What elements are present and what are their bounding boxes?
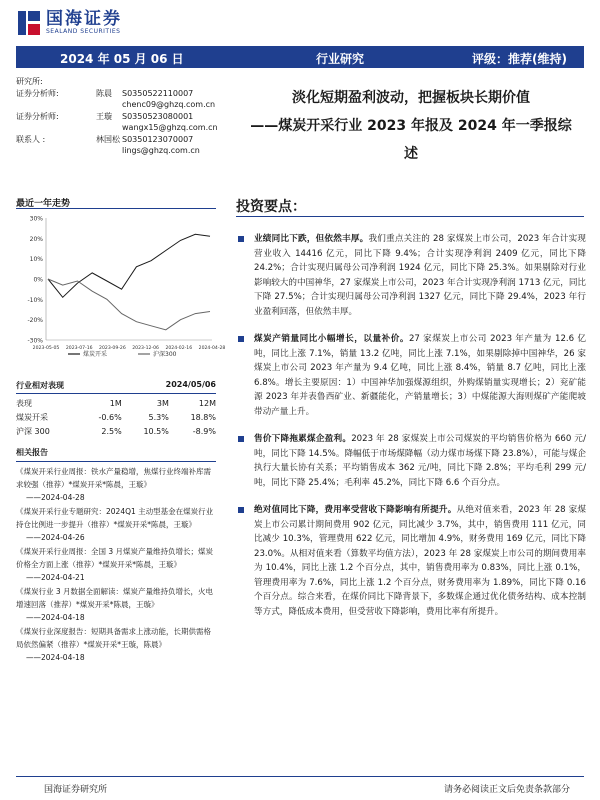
col-header: 表现: [16, 398, 32, 408]
analyst-name: [96, 145, 122, 157]
analyst-row: [16, 145, 224, 157]
logo-text: [46, 10, 122, 36]
table-row: [16, 410, 216, 424]
point-text: 27 家煤炭上市公司 2023 年产量为 12.6 亿吨，同比上涨 7.1%，销量 13.2 亿吨，同比上涨 7.1%，如果剔除掉中国神华，26 家煤炭上市公司 2023 年产量为 9.4 亿吨，同比上涨 8.4%，销量 8.7 亿吨，同比上涨 6.8%。增长主要原因：1）中国神华加强煤源组织，外购煤销量实现增长；2）兖矿能源 2023 年并表鲁西矿业、新疆能化，产销量增长；3）中煤能源大海则煤矿产能爬坡带动产量上升。: [254, 334, 586, 417]
y-tick-label: 10%: [29, 256, 43, 264]
table-cell: 18.8%: [190, 412, 216, 422]
report-link[interactable]: [16, 505, 216, 544]
report-link[interactable]: [16, 625, 216, 664]
analyst-row: [16, 134, 224, 146]
report-date-text: ——2024-04-26: [26, 533, 85, 542]
x-tick-label: 2023-09-26: [99, 346, 126, 351]
analyst-name: 王璇: [96, 111, 112, 121]
series-line-hs300: [48, 279, 210, 330]
analyst-role: 证券分析师:: [16, 111, 59, 121]
table-cell: 10.5%: [143, 426, 169, 436]
report-date-text: ——2024-04-18: [26, 613, 85, 622]
col-header: 3M: [156, 398, 169, 408]
analyst-email[interactable]: wangx15@ghzq.com.cn: [122, 123, 218, 132]
highlights-divider: [236, 216, 584, 217]
related-reports: [16, 446, 216, 665]
square-bullet-icon: [238, 236, 244, 242]
highlights-list: [236, 232, 586, 632]
analyst-role: [16, 122, 96, 134]
square-bullet-icon: [238, 507, 244, 513]
point-text: 2023 年 28 家煤炭上市公司煤炭的平均销售价格为 660 元/吨，同比下降 14.5%。降幅低于市场煤降幅（动力煤市场煤下降 23.8%），可能与煤企执行大量长协有关系；平均销售成本 362 元/吨，同比下降 2.8%；平均毛利 299 元/吨，同比下降 25.4%；毛利率 45.2%，同比下降 6.6 个百分点。: [254, 434, 586, 488]
report-link[interactable]: [16, 545, 216, 584]
analyst-role: [16, 145, 96, 157]
table-cell: -0.6%: [98, 412, 122, 422]
logo-en: SEALAND SECURITIES: [46, 28, 121, 35]
x-tick-label: 2023-07-16: [65, 346, 93, 351]
analyst-role: [16, 99, 96, 111]
footer-disclaimer: 请务必阅读正文后免责条款部分: [444, 785, 571, 795]
x-tick-label: 2024-04-28: [198, 346, 226, 351]
report-type: 行业研究: [316, 52, 365, 66]
analyst-id: S0350523080001: [122, 111, 194, 121]
point-lead: 业绩同比下跌，但依然丰厚。: [254, 234, 369, 244]
report-date-text: ——2024-04-18: [26, 653, 85, 662]
x-tick-label: 2023-05-05: [32, 346, 60, 351]
analyst-name: [96, 122, 122, 134]
analyst-heading: 研究所:: [16, 77, 43, 86]
series-line-coal: [48, 234, 210, 297]
report-title: [236, 84, 586, 168]
analyst-block: [16, 76, 224, 157]
analyst-name: 陈晨: [96, 88, 112, 98]
y-tick-label: 0%: [33, 276, 43, 284]
footer-left: 国海证券研究所: [44, 785, 108, 795]
title-line: 淡化短期盈利波动，把握板块长期价值: [292, 90, 530, 106]
analyst-name: [96, 99, 122, 111]
point-lead: 煤炭产销量同比小幅增长，以量补价。: [254, 334, 409, 344]
legend-label: 煤炭开采: [83, 351, 108, 358]
logo-cn: 国海证券: [46, 9, 122, 29]
table-row: [16, 424, 216, 438]
point-lead: 售价下降拖累煤企盈利。: [254, 434, 352, 444]
highlight-point: [236, 432, 586, 490]
report-date-text: ——2024-04-28: [26, 493, 85, 502]
y-tick-label: -30%: [27, 337, 43, 345]
table-cell: 5.3%: [148, 412, 169, 422]
performance-date: 2024/05/06: [165, 380, 216, 389]
point-lead: 绝对值同比下降，费用率受营收下降影响有所提升。: [254, 505, 457, 515]
y-tick-label: -20%: [27, 317, 43, 325]
performance-columns: [16, 396, 216, 410]
analyst-row: [16, 99, 224, 111]
y-tick-label: 30%: [29, 215, 43, 223]
report-date-text: ——2024-04-21: [26, 573, 85, 582]
performance-heading: 行业相对表现: [16, 381, 64, 390]
y-tick-label: -10%: [27, 296, 43, 304]
x-tick-label: 2023-12-06: [132, 346, 159, 351]
table-cell: 煤炭开采: [16, 412, 48, 422]
performance-header: [16, 380, 216, 394]
trend-chart: [16, 212, 226, 358]
col-header: 1M: [109, 398, 122, 408]
report-text: 《煤炭开采行业周报：全国 3 月煤炭产量维持负增长；煤炭价格全方面上涨（推荐）*煤炭开采*陈晨，王璇》: [16, 547, 214, 569]
reports-heading: 相关报告: [16, 446, 216, 462]
report-link[interactable]: [16, 465, 216, 504]
analyst-id: S0350123070007: [122, 134, 194, 144]
highlight-point: [236, 332, 586, 419]
highlight-point: [236, 232, 586, 319]
report-text: 《煤炭行业 3 月数据全面解读：煤炭产量维持负增长，火电增速回落（推荐）*煤炭开采*陈晨，王璇》: [16, 587, 214, 609]
report-link[interactable]: [16, 585, 216, 624]
title-line: 述: [404, 146, 418, 162]
col-header: 12M: [198, 398, 216, 408]
legend-label: 沪深300: [153, 351, 177, 358]
analyst-row: [16, 88, 224, 100]
analyst-id: S0350522110007: [122, 88, 194, 98]
y-tick-label: 20%: [29, 235, 43, 243]
trend-divider: [16, 208, 216, 209]
square-bullet-icon: [238, 436, 244, 442]
table-cell: 2.5%: [101, 426, 122, 436]
analyst-name: 林国松: [96, 134, 120, 144]
highlight-point: [236, 503, 586, 619]
trend-heading: 最近一年走势: [16, 199, 71, 209]
highlights-heading: 投资要点：: [236, 199, 306, 215]
square-bullet-icon: [238, 336, 244, 342]
analyst-role: 联系人 :: [16, 134, 46, 144]
analyst-role: 证券分析师:: [16, 88, 59, 98]
report-text: 《煤炭开采行业专题研究：2024Q1 主动型基金在煤炭行业持仓比例进一步提升（推荐）*煤炭开采*陈晨，王璇》: [16, 507, 214, 529]
analyst-email[interactable]: chenc09@ghzq.com.cn: [122, 100, 216, 109]
analyst-row: [16, 111, 224, 123]
point-text: 从绝对值来看，2023 年 28 家煤炭上市公司累计期间费用 902 亿元，同比减少 3.7%，其中，销售费用 111 亿元，同比减少 10.3%，管理费用 622 亿元，同比增加 4.9%，财务费用 169 亿元，同比下降 23.0%。从相对值来看（算数平均值方法），2023 年 28 家煤炭上市公司的期间费用率为 10.4%，同比上涨 1.2 个百分点，其中，销售费用率为 0.83%，同比上涨 0.1%，管理费用率为 7.6%，同比上涨 1.2 个百分点，财务费用率为 1.89%，同比下降 0.16 个百分点。综合来看，在煤价同比下降背景下，多数煤企通过优化债务结构、成本控制等方式，降低成本费用，但受营收下降影响，费用比率有所提升。: [254, 505, 586, 617]
analyst-row: [16, 122, 224, 134]
x-tick-label: 2024-02-16: [165, 346, 193, 351]
header-banner: [16, 46, 584, 68]
table-cell: 沪深 300: [16, 426, 50, 436]
footer-divider: [16, 776, 584, 777]
report-text: 《煤炭行业深度报告：短期具备需求上涨动能，长期供需格局依然偏紧（推荐）*煤炭开采*王璇，陈晨》: [16, 627, 211, 649]
logo-mark-icon: [18, 11, 40, 35]
table-cell: -8.9%: [192, 426, 216, 436]
report-text: 《煤炭开采行业周报：铁水产量稳增，焦煤行业终端补库需求较强（推荐）*煤炭开采*陈晨，王璇》: [16, 467, 211, 489]
point-text: 我们重点关注的 28 家煤炭上市公司，2023 年合计实现营业收入 14416 亿元，同比下降 9.4%；合计实现净利润 2409 亿元，同比下降 24.2%；合计实现归属母公司净利润 1924 亿元，同比下降 25.3%。如果剔除对行业影响较大的中国神华，27 家煤炭上市公司，2023 年合计实现净利润 1713 亿元，同比下降 27.5%；合计实现归属母公司净利润 1327 亿元，同比下降 29.4%，2023 年行业盈利回落，但依然丰厚。: [254, 234, 587, 317]
report-date: 2024 年 05 月 06 日: [60, 52, 184, 66]
report-rating: 评级：推荐(维持): [472, 52, 567, 66]
performance-table: [16, 380, 216, 438]
brand-logo: [18, 6, 122, 40]
title-line: ——煤炭开采行业 2023 年报及 2024 年一季报综: [250, 118, 572, 134]
analyst-email[interactable]: lings@ghzq.com.cn: [122, 146, 200, 155]
